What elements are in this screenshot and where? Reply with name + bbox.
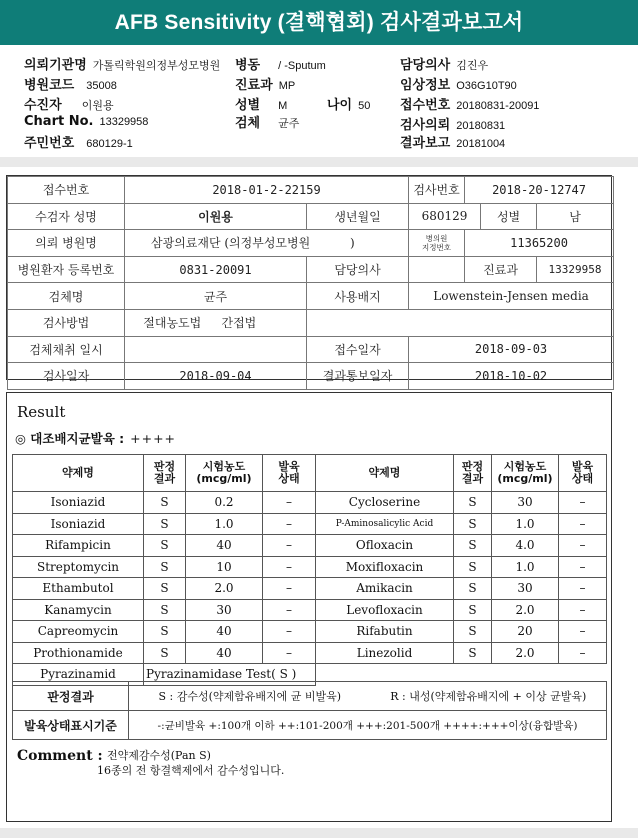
- header-department: 진료과 MP: [235, 78, 296, 93]
- collect-value: [125, 336, 307, 363]
- doctor-label: 담당의사: [307, 256, 409, 283]
- growth-legend-label: 발육상태표시기준: [13, 711, 129, 740]
- hospital-label: 의뢰 병원명: [8, 230, 125, 257]
- header-receiver: 수진자 이원용: [24, 98, 114, 113]
- separator: [0, 157, 638, 167]
- test-no-label: 검사번호: [409, 177, 465, 204]
- drug-row: [13, 642, 607, 664]
- drug-name: Isoniazid: [13, 492, 144, 514]
- drug-growth: –: [559, 556, 607, 578]
- designated-no-value: 11365200: [465, 230, 614, 257]
- drug-growth: –: [263, 492, 316, 514]
- drug-concentration: 4.0: [492, 535, 559, 557]
- drug-name: Prothionamide: [13, 642, 144, 664]
- drug-name: Streptomycin: [13, 556, 144, 578]
- receipt-no-label: 접수번호: [8, 177, 125, 204]
- drug-name: Kanamycin: [13, 599, 144, 621]
- drug-concentration: 2.0: [186, 578, 263, 600]
- drug-result: S: [454, 642, 492, 664]
- drug-growth: –: [559, 513, 607, 535]
- patient-name-value: 이원용: [125, 203, 307, 230]
- drug-concentration: 40: [186, 535, 263, 557]
- method-blank: [307, 309, 614, 336]
- drug-growth: –: [263, 513, 316, 535]
- drug-result: S: [454, 621, 492, 643]
- medium-value: Lowenstein-Jensen media: [409, 283, 614, 310]
- drug-growth: –: [559, 599, 607, 621]
- drug-concentration: 40: [186, 621, 263, 643]
- drug-growth: –: [263, 642, 316, 664]
- birth-value: 680129: [409, 203, 481, 230]
- drug-concentration: 30: [492, 578, 559, 600]
- drug-concentration: 1.0: [492, 556, 559, 578]
- drug-row: [13, 578, 607, 600]
- receipt-no-value: 2018-01-2-22159: [125, 177, 409, 204]
- patient-info-table: [7, 176, 614, 390]
- reg-no-label: 병원환자 등록번호: [8, 256, 125, 283]
- bottom-bar: [0, 828, 638, 838]
- drug-concentration: 0.2: [186, 492, 263, 514]
- drug-name: Cycloserine: [316, 492, 454, 514]
- drug-concentration: 1.0: [492, 513, 559, 535]
- conc-header-left: 시험농도 (mcg/ml): [186, 455, 263, 492]
- collect-label: 검체채취 일시: [8, 336, 125, 363]
- drug-row: [13, 599, 607, 621]
- header-report-date: 결과보고 20181004: [400, 136, 506, 151]
- doctor-value: [409, 256, 465, 283]
- drug-name: P-Aminosalicylic Acid: [316, 513, 454, 535]
- drug-growth: –: [559, 535, 607, 557]
- test-no-value: 2018-20-12747: [465, 177, 614, 204]
- drug-growth: –: [263, 535, 316, 557]
- pyrazinamide-drug: Pyrazinamid: [13, 664, 144, 686]
- drug-concentration: 10: [186, 556, 263, 578]
- drug-result: S: [144, 642, 186, 664]
- hospital-value: [125, 230, 409, 257]
- header-institution: 의뢰기관명 가톨릭학원의정부성모병원: [24, 58, 221, 73]
- result-box: [6, 392, 612, 822]
- drug-header-right: 약제명: [316, 455, 454, 492]
- drug-result: S: [144, 535, 186, 557]
- comment-line-2: 16종의 전 항결핵제에서 감수성입니다.: [97, 764, 285, 777]
- drug-growth: –: [559, 642, 607, 664]
- drug-name: Capreomycin: [13, 621, 144, 643]
- report-title: AFB Sensitivity (결핵협회) 검사결과보고서: [0, 0, 638, 45]
- growth-legend-text: -:균비발육 +:100개 이하 ++:101-200개 +++:201-500개 ++++:+++이상(융합발육): [129, 711, 607, 740]
- drug-result: S: [454, 492, 492, 514]
- drug-table: [12, 454, 607, 686]
- drug-name: Linezolid: [316, 642, 454, 664]
- patient-info-box: [6, 175, 612, 384]
- drug-name: Ofloxacin: [316, 535, 454, 557]
- header-request-date: 검사의뢰 20180831: [400, 118, 506, 133]
- drug-result: S: [144, 513, 186, 535]
- dept-label: 진료과: [465, 256, 537, 283]
- drug-growth: –: [263, 621, 316, 643]
- comment-section: [17, 745, 285, 777]
- sex-label: 성별: [481, 203, 537, 230]
- tested-value: 2018-09-04: [125, 363, 307, 390]
- drug-row: [13, 513, 607, 535]
- pyrazinamide-test: Pyrazinamidase Test( S ): [144, 664, 316, 686]
- header-age: 나이 50: [327, 98, 371, 113]
- drug-growth: –: [263, 578, 316, 600]
- judge-legend-label: 판정결과: [13, 682, 129, 711]
- control-growth: [15, 429, 176, 447]
- drug-result: S: [454, 556, 492, 578]
- specimen-value: 균주: [125, 283, 307, 310]
- hospital-close: ): [350, 236, 355, 251]
- drug-name: Isoniazid: [13, 513, 144, 535]
- header-chart-no: Chart No. 13329958: [24, 114, 149, 129]
- notified-label: 결과통보일자: [307, 363, 409, 390]
- designated-no-label: [409, 230, 465, 257]
- drug-growth: –: [263, 599, 316, 621]
- header-clinical-info: 임상정보 O36G10T90: [400, 78, 517, 93]
- drug-concentration: 20: [492, 621, 559, 643]
- patient-name-label: 수검자 성명: [8, 203, 125, 230]
- notified-value: 2018-10-02: [409, 363, 614, 390]
- method-value-1: 절대농도법: [125, 309, 220, 336]
- control-growth-value: ++++: [130, 431, 177, 446]
- drug-result: S: [144, 599, 186, 621]
- drug-result: S: [144, 621, 186, 643]
- designated-label-1: 병의원: [425, 233, 448, 243]
- tested-label: 검사일자: [8, 363, 125, 390]
- sex-value: 남: [537, 203, 614, 230]
- drug-name: Rifabutin: [316, 621, 454, 643]
- drug-growth: –: [559, 621, 607, 643]
- drug-concentration: 2.0: [492, 599, 559, 621]
- drug-table-header: [13, 455, 607, 492]
- drug-result: S: [144, 492, 186, 514]
- drug-result: S: [144, 578, 186, 600]
- report-header: [0, 45, 638, 157]
- drug-concentration: 1.0: [186, 513, 263, 535]
- drug-name: Moxifloxacin: [316, 556, 454, 578]
- judge-legend-r: R : 내성(약제함유배지에 + 이상 균발육): [371, 682, 607, 711]
- drug-growth: –: [559, 492, 607, 514]
- judge-header-right: 판정 결과: [454, 455, 492, 492]
- control-growth-label: ◎ 대조배지균발육 :: [15, 431, 125, 446]
- legend-table: [12, 681, 607, 740]
- birth-label: 생년월일: [307, 203, 409, 230]
- drug-row: [13, 556, 607, 578]
- header-hospital-code: 병원코드 35008: [24, 78, 117, 93]
- drug-name: Levofloxacin: [316, 599, 454, 621]
- dept-value: 13329958: [537, 256, 614, 283]
- drug-concentration: 30: [186, 599, 263, 621]
- drug-row: [13, 492, 607, 514]
- drug-result: S: [454, 578, 492, 600]
- result-title: Result: [17, 403, 66, 421]
- drug-result: S: [144, 556, 186, 578]
- drug-growth: –: [263, 556, 316, 578]
- drug-name: Rifampicin: [13, 535, 144, 557]
- drug-result: S: [454, 513, 492, 535]
- drug-header-left: 약제명: [13, 455, 144, 492]
- growth-header-left: 발육 상태: [263, 455, 316, 492]
- header-resident-no: 주민번호 680129-1: [24, 136, 133, 151]
- designated-label-2: 지정번호: [422, 242, 452, 252]
- drug-concentration: 30: [492, 492, 559, 514]
- header-specimen: 검체 균주: [235, 116, 300, 131]
- header-sex: 성별 M: [235, 98, 288, 113]
- drug-name: Amikacin: [316, 578, 454, 600]
- judge-header-left: 판정 결과: [144, 455, 186, 492]
- medium-label: 사용배지: [307, 283, 409, 310]
- method-label: 검사방법: [8, 309, 125, 336]
- drug-concentration: 40: [186, 642, 263, 664]
- drug-concentration: 2.0: [492, 642, 559, 664]
- received-value: 2018-09-03: [409, 336, 614, 363]
- reg-no-value: 0831-20091: [125, 256, 307, 283]
- drug-row: [13, 535, 607, 557]
- comment-label: Comment :: [17, 748, 103, 764]
- drug-result: S: [454, 535, 492, 557]
- header-receipt-no: 접수번호 20180831-20091: [400, 98, 540, 113]
- drug-growth: –: [559, 578, 607, 600]
- comment-line-1: 전약제감수성(Pan S): [107, 749, 211, 762]
- hospital-name: 삼광의료재단 (의정부성모병원: [151, 236, 311, 251]
- judge-legend-s: S : 감수성(약제함유배지에 균 비발육): [129, 682, 371, 711]
- drug-result: S: [454, 599, 492, 621]
- specimen-label: 검체명: [8, 283, 125, 310]
- growth-header-right: 발육 상태: [559, 455, 607, 492]
- received-label: 접수일자: [307, 336, 409, 363]
- method-value-2: 간접법: [220, 309, 307, 336]
- drug-name: Ethambutol: [13, 578, 144, 600]
- conc-header-right: 시험농도 (mcg/ml): [492, 455, 559, 492]
- header-ward: 병동 / -Sputum: [235, 58, 326, 73]
- header-doctor: 담당의사 김진우: [400, 58, 489, 73]
- drug-row: [13, 621, 607, 643]
